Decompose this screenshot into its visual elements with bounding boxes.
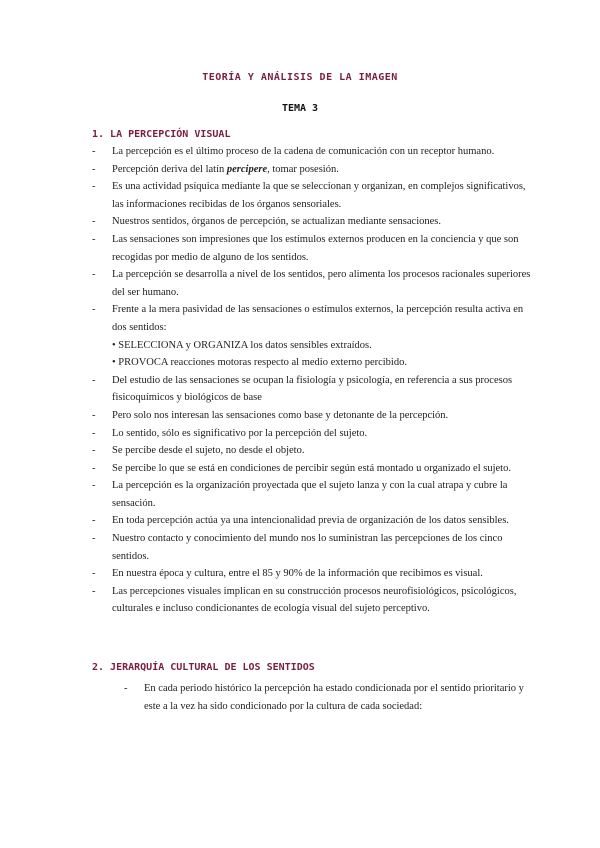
list-item: - Lo sentido, sólo es significativo por la percepción del sujeto. <box>92 425 532 443</box>
list-item: - En toda percepción actúa ya una intencionalidad previa de organización de los datos sensibles. <box>92 512 532 530</box>
list-item: - Nuestro contacto y conocimiento del mundo nos lo suministran las percepciones de los cinco sentidos. <box>92 530 532 565</box>
list-item: - Frente a la mera pasividad de las sensaciones o estímulos externos, la percepción resulta activa en dos sentidos: • SELECCIONA y ORGANIZA los datos sensibles extraídos. • PROVOCA reacciones motoras respecto al medio externo percibido. <box>92 301 532 371</box>
document-title: TEORÍA Y ANÁLISIS DE LA IMAGEN <box>202 72 398 83</box>
list-item: - Se percibe lo que se está en condiciones de percibir según está montado u organizado el sujeto. <box>92 460 532 478</box>
list-item: - La percepción es la organización proyectada que el sujeto lanza y con la cual atrapa y cubre la sensación. <box>92 477 532 512</box>
list-item: - En cada periodo histórico la percepción ha estado condicionada por el sentido prioritario y este a la vez ha sido condicionado por la cultura de cada sociedad: <box>124 680 524 715</box>
section-1-list <box>92 143 532 618</box>
emphasis-term: percipere <box>226 163 268 175</box>
subpoint: • PROVOCA reacciones motoras respecto al medio externo percibido. <box>112 357 407 369</box>
list-item: - Nuestros sentidos, órganos de percepción, se actualizan mediante sensaciones. <box>92 213 532 231</box>
section-heading-1: 1. LA PERCEPCIÓN VISUAL <box>92 129 231 140</box>
list-item: - Las percepciones visuales implican en su construcción procesos neurofisiológicos, psicológicos, culturales e incluso condicionantes de ecología visual del sujeto perceptivo. <box>92 583 532 618</box>
list-item: - En nuestra época y cultura, entre el 85 y 90% de la información que recibimos es visual. <box>92 565 532 583</box>
document-subtitle: TEMA 3 <box>281 103 319 114</box>
list-item: - La percepción se desarrolla a nivel de los sentidos, pero alimenta los procesos racionales superiores del ser humano. <box>92 266 532 301</box>
list-item: - Es una actividad psíquica mediante la que se seleccionan y organizan, en complejos significativos, las informaciones recibidas de los órganos sensoriales. <box>92 178 532 213</box>
subpoint: • SELECCIONA y ORGANIZA los datos sensibles extraídos. <box>112 339 372 351</box>
list-item: - Las sensaciones son impresiones que los estímulos externos producen en la conciencia y que son recogidas por medio de alguno de los sentidos. <box>92 231 532 266</box>
section-heading-2: 2. JERARQUÍA CULTURAL DE LOS SENTIDOS <box>92 662 315 673</box>
list-item: - Se percibe desde el sujeto, no desde el objeto. <box>92 442 532 460</box>
list-item: - Del estudio de las sensaciones se ocupan la fisiología y psicología, en referencia a sus procesos fisicoquímicos y biológicos de base <box>92 372 532 407</box>
list-item: - Percepción deriva del latín percipere, tomar posesión. <box>92 161 532 179</box>
list-item: - La percepción es el último proceso de la cadena de comunicación con un receptor humano. <box>92 143 532 161</box>
list-item: - Pero solo nos interesan las sensaciones como base y detonante de la percepción. <box>92 407 532 425</box>
section-2-list <box>124 680 524 715</box>
